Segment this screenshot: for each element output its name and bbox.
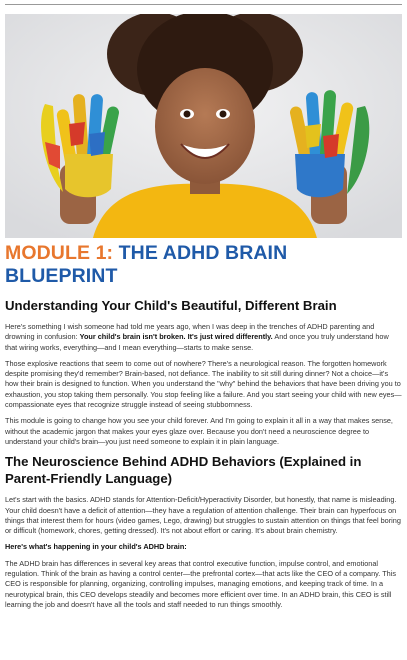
section-heading-neuroscience: The Neuroscience Behind ADHD Behaviors (Explained in Parent-Friendly Language) [5, 454, 362, 487]
module-number: MODULE 1: [5, 242, 114, 264]
top-divider [5, 4, 402, 5]
subheading-whats-happening: Here's what's happening in your child's ADHD brain: [5, 542, 187, 552]
paragraph-intro [5, 322, 402, 353]
paragraph-module-promise: This module is going to change how you see your child forever. And I'm going to explain it all in a way that makes sense, without the academic jargon that makes your eyes glaze over. Because you don't need a neuroscience degree to understand your child's brain—you just need someone to explain it in plain language. [5, 416, 393, 446]
hero-image [5, 14, 402, 238]
paragraph-intro-emphasis: Your child's brain isn't broken. It's just wired differently. [79, 332, 273, 342]
document-body [5, 297, 402, 610]
module-title [5, 242, 402, 288]
paragraph-basics: Let's start with the basics. ADHD stands for Attention-Deficit/Hyperactivity Disorder, but honestly, that name is misleading. Your child doesn't have a deficit of attention—they have a regulation of attention challenge. Their brain can hyperfocus on things that interest them for hours (video games, Lego, drawing) but struggles to sustain attention on things that feel boring or difficult (homework, chores, getting dressed). It's not about effort or caring. It's about brain chemistry. [5, 495, 401, 536]
module-title-text: THE ADHD BRAIN BLUEPRINT [5, 242, 288, 287]
paragraph-explosive-reactions: Those explosive reactions that seem to come out of nowhere? There's a neurological reason. The forgotten homework despite promising they'd remember? Brain-based, not defiance. The inability to sit still during dinner? Not a choice—it's how their brain is designed to function. When you understand the "why" behind the behaviors that have been driving you to exhaustion, you stop taking them personally. You stop feeling like a failure. And you start seeing your child with new eyes—compassionate eyes that recognize struggle instead of seeing stubbornness. [5, 358, 402, 410]
paragraph-executive-function: The ADHD brain has differences in several key areas that control executive function, impulse control, and emotional regulation. Think of the brain as having a control center—the prefrontal cortex—that acts like the CEO of a company. This CEO is responsible for planning, organizing, controlling impulses, managing emotions, and keeping track of time. In a neurotypical brain, this CEO develops steadily and becomes more efficient over time. In an ADHD brain, this CEO is still learning the job and doesn't have all the tools and staff needed to run things smoothly. [5, 558, 396, 609]
section-heading-understanding: Understanding Your Child's Beautiful, Different Brain [5, 298, 337, 313]
paragraph-intro-continuation: And once you truly understand how that wiring works, everything—and I mean everything—starts to make sense. [5, 332, 389, 352]
paragraph-intro-text: Here's something I wish someone had told me years ago, when I was deep in the trenches of ADHD parenting and drowning in confusion: [5, 322, 375, 342]
